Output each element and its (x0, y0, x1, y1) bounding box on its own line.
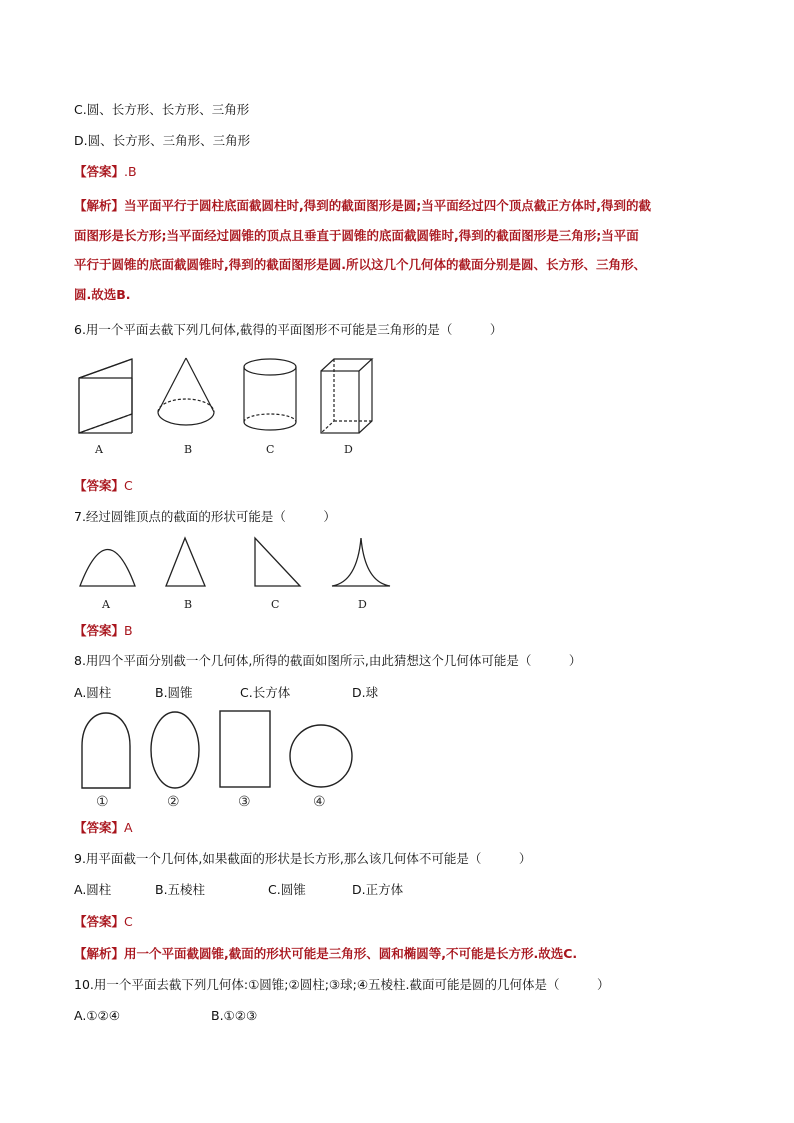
q10-option-b: B.①②③ (211, 1008, 258, 1023)
explanation-line-3: 平行于圆锥的底面截圆锥时,得到的截面图形是圆.所以这几个几何体的截面分别是圆、长方形、三角形、 (74, 257, 646, 272)
q7-label-c: C (271, 598, 280, 611)
right-triangle-shape (255, 538, 300, 586)
q7-label-b: B (184, 598, 193, 611)
q8-option-c: C.长方体 (240, 685, 291, 700)
parabolic-arch-shape (80, 550, 135, 587)
q6-label-d: D (344, 443, 353, 456)
rectangle-section-shape (220, 711, 270, 787)
q8-sections-figure (74, 708, 364, 793)
q5-answer (74, 163, 137, 181)
q10-option-a: A.①②④ (74, 1008, 120, 1023)
q6-label-b: B (184, 443, 193, 456)
answer-value: C (124, 478, 133, 493)
q7-answer (74, 622, 133, 640)
q9-option-c: C.圆锥 (268, 882, 306, 897)
q8-label-2: ② (167, 794, 180, 810)
q5-option-d: D.圆、长方形、三角形、三角形 (74, 133, 251, 148)
q10-stem: 10.用一个平面去截下列几何体:①圆锥;②圆柱;③球;④五棱柱.截面可能是圆的几何体是（ ） (74, 977, 610, 992)
answer-tag: 【答案】 (74, 820, 125, 835)
answer-tag: 【答案】 (74, 164, 125, 179)
explanation-tag: 【解析】 (74, 946, 125, 961)
q8-label-1: ① (96, 794, 109, 810)
q8-label-3: ③ (238, 794, 251, 810)
q9-option-b: B.五棱柱 (155, 882, 206, 897)
explanation-line-4: 圆.故选B. (74, 286, 131, 302)
triangular-prism-shape (79, 359, 132, 433)
cylinder-shape (244, 359, 296, 430)
cuboid-shape (321, 359, 372, 433)
q6-answer (74, 477, 133, 495)
q9-answer (74, 913, 133, 931)
answer-tag: 【答案】 (74, 478, 125, 493)
explanation-line-2: 面图形是长方形;当平面经过圆锥的顶点且垂直于圆锥的底面截圆锥时,得到的截面图形是三角形;当平面 (74, 227, 639, 243)
q9-stem: 9.用平面截一个几何体,如果截面的形状是长方形,那么该几何体不可能是（ ） (74, 851, 532, 866)
cone-shape (158, 358, 214, 425)
answer-tag: 【答案】 (74, 623, 125, 638)
answer-value: A (124, 820, 133, 835)
explanation-text: 用一个平面截圆锥,截面的形状可能是三角形、圆和椭圆等,不可能是长方形.故选C. (124, 946, 578, 961)
q7-label-a: A (102, 598, 110, 611)
isosceles-triangle-shape (166, 538, 205, 586)
q9-option-a: A.圆柱 (74, 882, 112, 897)
q6-label-c: C (266, 443, 275, 456)
q8-stem: 8.用四个平面分别截一个几何体,所得的截面如图所示,由此猜想这个几何体可能是（ ） (74, 653, 582, 668)
answer-tag: 【答案】 (74, 914, 125, 929)
q8-label-4: ④ (313, 794, 326, 810)
explanation-line-1: 当平面平行于圆柱底面截圆柱时,得到的截面图形是圆;当平面经过四个顶点截正方体时,得到的截 (124, 198, 652, 213)
q7-label-d: D (358, 598, 367, 611)
q8-option-d: D.球 (352, 685, 379, 700)
q9-option-d: D.正方体 (352, 882, 404, 897)
q9-explanation (74, 945, 577, 963)
q6-stem: 6.用一个平面去截下列几何体,截得的平面图形不可能是三角形的是（ ） (74, 322, 503, 337)
q6-label-a: A (95, 443, 103, 456)
arch-section-shape (82, 713, 130, 788)
curved-triangle-shape (332, 538, 390, 586)
answer-value: .B (124, 164, 137, 179)
q7-sections-figure (74, 535, 404, 590)
answer-value: C (124, 914, 133, 929)
q8-option-a: A.圆柱 (74, 685, 112, 700)
ellipse-section-shape (151, 712, 199, 788)
q8-answer (74, 819, 133, 837)
circle-section-shape (290, 725, 352, 787)
explanation-tag: 【解析】 (74, 198, 125, 213)
answer-value: B (124, 623, 133, 638)
q5-explanation (74, 191, 724, 309)
q7-stem: 7.经过圆锥顶点的截面的形状可能是（ ） (74, 509, 336, 524)
q5-option-c: C.圆、长方形、长方形、三角形 (74, 102, 250, 117)
q6-solids-figure (74, 352, 384, 437)
q8-option-b: B.圆锥 (155, 685, 193, 700)
